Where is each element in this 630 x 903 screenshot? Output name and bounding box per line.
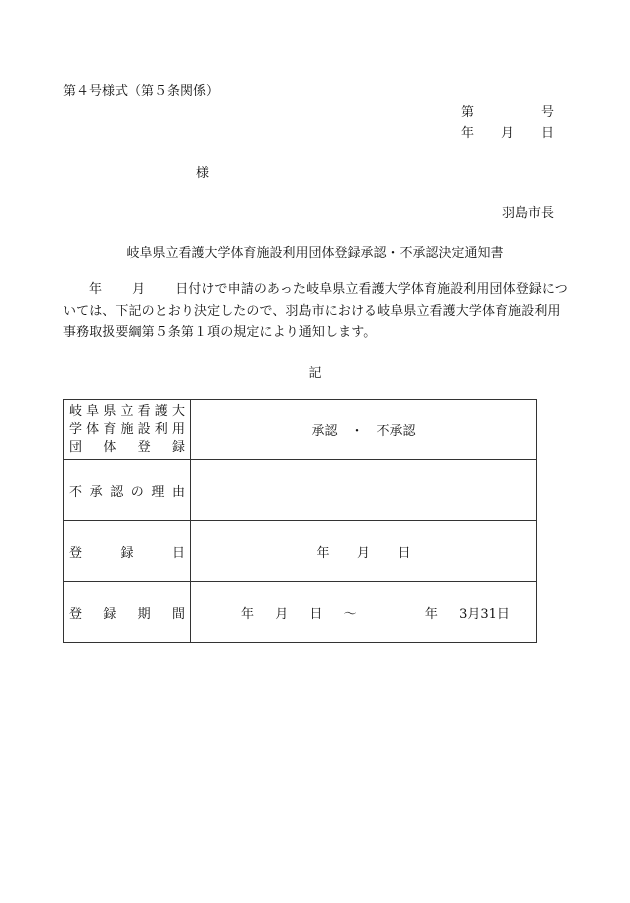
label-line-2-char: 用 xyxy=(171,421,185,437)
addressee-suffix: 様 xyxy=(196,166,210,181)
form-number: 第４号様式（第５条関係） xyxy=(63,84,220,99)
registration-date-label-char: 登 xyxy=(69,545,83,561)
row-label-registration-period xyxy=(64,582,191,643)
document-date xyxy=(461,122,554,141)
label-line-1-char: 阜 xyxy=(86,403,100,419)
reg-day: 日 xyxy=(397,545,411,561)
label-line-2-char: 利 xyxy=(154,421,168,437)
label-line-2-char: 学 xyxy=(69,421,83,437)
registration-date-label-char: 録 xyxy=(120,545,134,561)
reason-label-char: 認 xyxy=(110,484,124,500)
date-year: 年 xyxy=(461,126,475,141)
reg-year: 年 xyxy=(316,545,330,561)
label-line-2-char: 施 xyxy=(120,421,134,437)
row-label-reason xyxy=(64,460,191,521)
label-line-2-char: 設 xyxy=(137,421,151,437)
period-tilde: ～ xyxy=(343,606,357,622)
label-line-3 xyxy=(69,439,185,457)
number-suffix: 号 xyxy=(540,105,554,120)
table-row xyxy=(64,400,537,460)
table-row xyxy=(64,521,537,582)
registration-table xyxy=(63,399,537,643)
reason-label-char: 理 xyxy=(151,484,165,500)
approval-status: 承認 ・ 不承認 xyxy=(191,400,537,460)
reg-month: 月 xyxy=(356,545,370,561)
label-line-2-char: 育 xyxy=(103,421,117,437)
ki-heading: 記 xyxy=(308,366,322,381)
date-day: 日 xyxy=(540,126,554,141)
body-year: 年 xyxy=(89,282,103,297)
label-line-3-char: 録 xyxy=(171,439,185,455)
registration-period-value xyxy=(191,582,537,643)
registration-period-label-char: 間 xyxy=(171,606,185,622)
label-line-1-char: 護 xyxy=(154,403,168,419)
body-text xyxy=(63,279,568,344)
body-month: 月 xyxy=(132,282,146,297)
label-line-1-char: 立 xyxy=(120,403,134,419)
label-line-2 xyxy=(69,421,185,439)
reason-value[interactable] xyxy=(191,460,537,521)
registration-date-value xyxy=(191,521,537,582)
date-month: 月 xyxy=(500,126,514,141)
reason-label-char: 不 xyxy=(69,484,83,500)
row-label-registration-date xyxy=(64,521,191,582)
registration-period-label-char: 期 xyxy=(137,606,151,622)
period-end-date: 3月31日 xyxy=(459,606,510,622)
registration-period-label-char: 登 xyxy=(69,606,83,622)
row-label-organization xyxy=(64,400,191,460)
label-line-1-char: 県 xyxy=(103,403,117,419)
document-number xyxy=(461,101,554,120)
label-line-3-char: 登 xyxy=(137,439,151,455)
registration-period-label-char: 録 xyxy=(103,606,117,622)
label-line-2-char: 体 xyxy=(86,421,100,437)
label-line-1-char: 岐 xyxy=(69,403,83,419)
label-line-1-char: 看 xyxy=(137,403,151,419)
issuer: 羽島市長 xyxy=(501,206,554,221)
document-title: 岐阜県立看護大学体育施設利用団体登録承認・不承認決定通知書 xyxy=(126,246,504,261)
label-line-1-char: 大 xyxy=(171,403,185,419)
label-line-1 xyxy=(69,403,185,421)
body-paragraph: 日付けで申請のあった岐阜県立看護大学体育施設利用団体登録については、下記のとおり決定したので、羽島市における岐阜県立看護大学体育施設利用事務取扱要綱第５条第１項の規定により通知します。 xyxy=(63,282,568,340)
period-start-day: 日 xyxy=(309,606,323,622)
label-line-3-char: 体 xyxy=(103,439,117,455)
period-end-year: 年 xyxy=(424,606,438,622)
table-row xyxy=(64,460,537,521)
reason-label-char: の xyxy=(130,484,144,500)
period-start-month: 月 xyxy=(275,606,289,622)
table-row xyxy=(64,582,537,643)
reason-label-char: 承 xyxy=(89,484,103,500)
label-line-3-char: 団 xyxy=(69,439,83,455)
reason-label-char: 由 xyxy=(171,484,185,500)
registration-date-label-char: 日 xyxy=(171,545,185,561)
period-start-year: 年 xyxy=(241,606,255,622)
number-prefix: 第 xyxy=(461,105,475,120)
